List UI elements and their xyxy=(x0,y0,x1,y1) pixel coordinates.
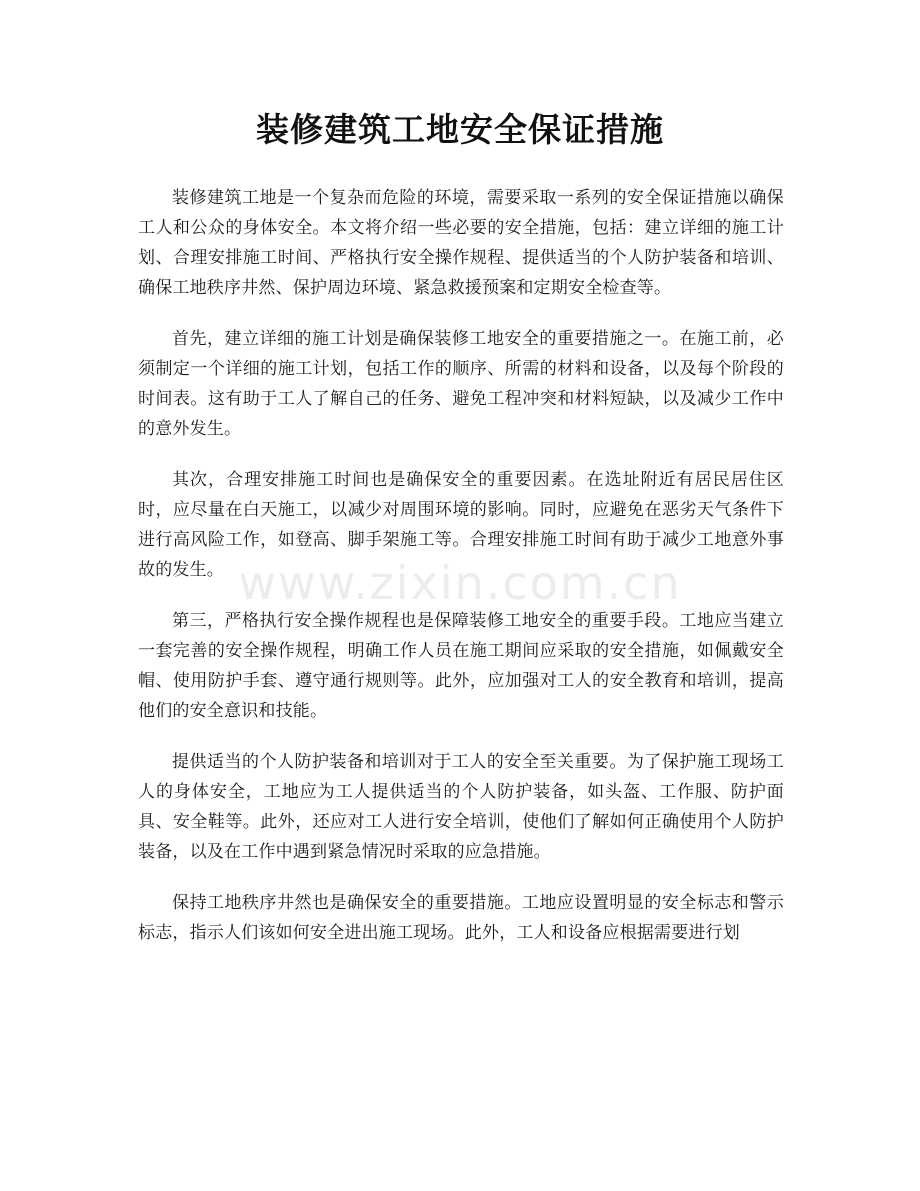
document-body xyxy=(138,183,784,969)
paragraph-operating-rules: 第三，严格执行安全操作规程也是保障装修工地安全的重要手段。工地应当建立一套完善的安全操作规程，明确工作人员在施工期间应采取的安全措施，如佩戴安全帽、使用防护手套、遵守通行规则等。此外，应加强对工人的安全教育和培训，提高他们的安全意识和技能。 xyxy=(138,611,784,721)
paragraph-intro: 装修建筑工地是一个复杂而危险的环境，需要采取一系列的安全保证措施以确保工人和公众的身体安全。本文将介绍一些必要的安全措施，包括：建立详细的施工计划、合理安排施工时间、严格执行安全操作规程、提供适当的个人防护装备和培训、确保工地秩序井然、保护周边环境、紧急救援预案和定期安全检查等。 xyxy=(138,188,784,298)
watermark: www.zixin.com.cn xyxy=(238,556,682,610)
paragraph-protective-equipment: 提供适当的个人防护装备和培训对于工人的安全至关重要。为了保护施工现场工人的身体安全，工地应为工人提供适当的个人防护装备，如头盔、工作服、防护面具、安全鞋等。此外，还应对工人进行安全培训，使他们了解如何正确使用个人防护装备，以及在工作中遇到紧急情况时采取的应急措施。 xyxy=(138,752,784,862)
document-title: 装修建筑工地安全保证措施 xyxy=(256,110,664,149)
paragraph-construction-plan: 首先，建立详细的施工计划是确保装修工地安全的重要措施之一。在施工前，必须制定一个详细的施工计划，包括工作的顺序、所需的材料和设备，以及每个阶段的时间表。这有助于工人了解自己的任务、避免工程冲突和材料短缺，以及减少工作中的意外发生。 xyxy=(138,329,784,439)
paragraph-site-order: 保持工地秩序井然也是确保安全的重要措施。工地应设置明显的安全标志和警示标志，指示人们该如何安全进出施工现场。此外，工人和设备应根据需要进行划 xyxy=(138,893,784,943)
paragraph-schedule: 其次，合理安排施工时间也是确保安全的重要因素。在选址附近有居民居住区时，应尽量在白天施工，以减少对周围环境的影响。同时，应避免在恶劣天气条件下进行高风险工作，如登高、脚手架施工等。合理安排施工时间有助于减少工地意外事故的发生。 xyxy=(138,470,784,580)
